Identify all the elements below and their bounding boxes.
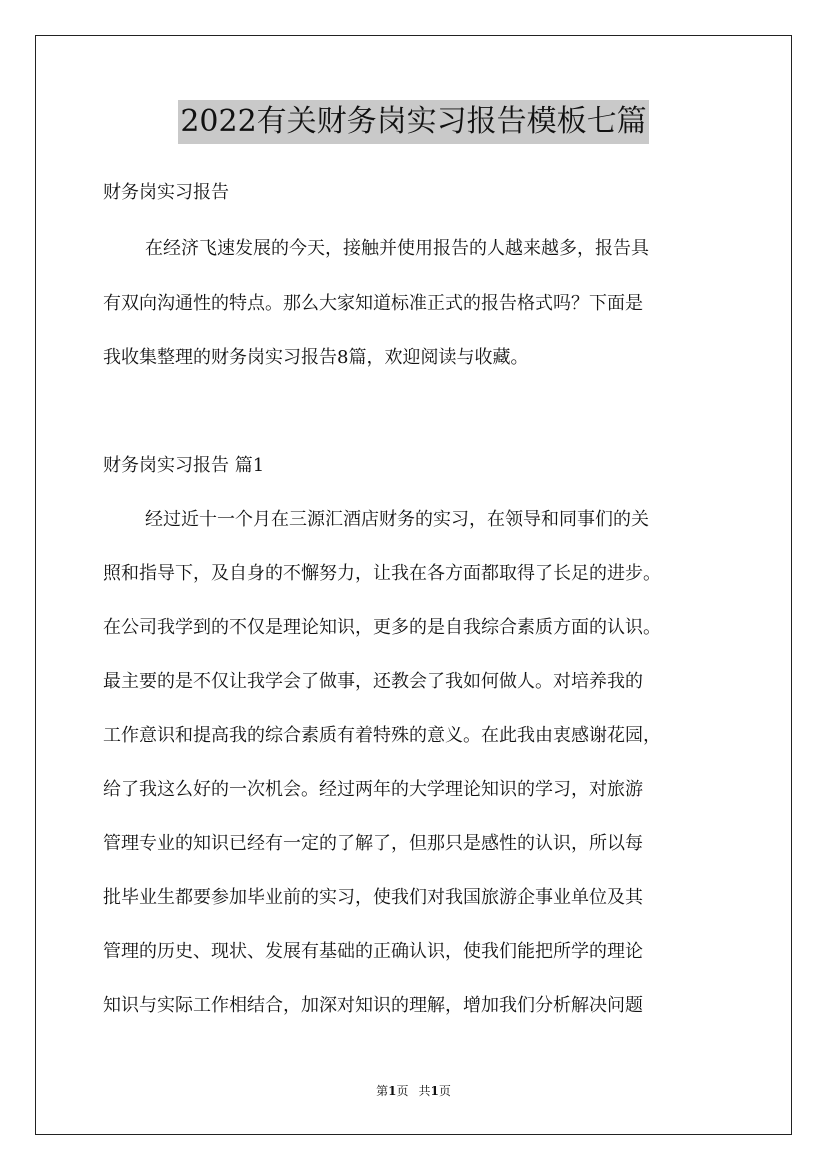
title-container (0, 100, 827, 144)
document-title: 2022有关财务岗实习报告模板七篇 (178, 100, 648, 144)
page-number-suffix: 页 (396, 1084, 409, 1098)
intro-paragraph-line: 我收集整理的财务岗实习报告8篇，欢迎阅读与收藏。 (103, 347, 529, 368)
section-paragraph-line: 在公司我学到的不仅是理论知识，更多的是自我综合素质方面的认识。 (103, 617, 661, 638)
page-number-current: 1 (388, 1084, 397, 1098)
page-total-prefix: 共 (418, 1084, 431, 1098)
section-paragraph-line: 知识与实际工作相结合，加深对知识的理解，增加我们分析解决问题 (103, 995, 643, 1016)
intro-paragraph-line: 在经济飞速发展的今天，接触并使用报告的人越来越多，报告具 (145, 238, 649, 259)
page-number-prefix: 第 (376, 1084, 389, 1098)
section-paragraph-line: 管理专业的知识已经有一定的了解了，但那只是感性的认识，所以每 (103, 833, 643, 854)
section-paragraph-line: 经过近十一个月在三源汇酒店财务的实习，在领导和同事们的关 (145, 509, 649, 530)
section-paragraph-line: 管理的历史、现状、发展有基础的正确认识，使我们能把所学的理论 (103, 941, 643, 962)
section-paragraph-line: 最主要的是不仅让我学会了做事，还教会了我如何做人。对培养我的 (103, 671, 643, 692)
section-heading: 财务岗实习报告 篇1 (103, 455, 265, 476)
page-total-suffix: 页 (438, 1084, 451, 1098)
intro-paragraph-line: 有双向沟通性的特点。那么大家知道标准正式的报告格式吗？下面是 (103, 293, 643, 314)
page-total: 1 (430, 1084, 439, 1098)
section-paragraph-line: 照和指导下，及自身的不懈努力，让我在各方面都取得了长足的进步。 (103, 563, 661, 584)
intro-heading: 财务岗实习报告 (103, 182, 229, 203)
section-paragraph-line: 给了我这么好的一次机会。经过两年的大学理论知识的学习，对旅游 (103, 779, 643, 800)
section-paragraph-line: 批毕业生都要参加毕业前的实习，使我们对我国旅游企事业单位及其 (103, 887, 643, 908)
section-paragraph-line: 工作意识和提高我的综合素质有着特殊的意义。在此我由衷感谢花园， (103, 725, 661, 746)
page-footer (0, 1083, 827, 1099)
